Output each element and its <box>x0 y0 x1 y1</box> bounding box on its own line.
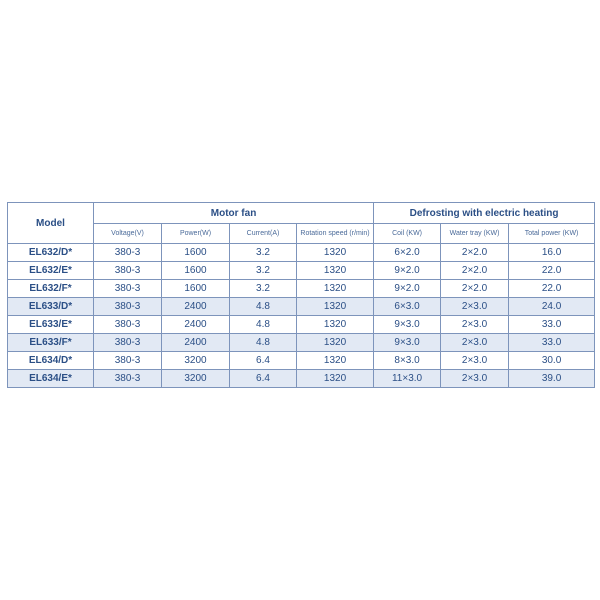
model-cell: EL632/E* <box>8 262 94 280</box>
table-row <box>8 262 595 280</box>
current-header: Current(A) <box>230 224 297 244</box>
voltage-cell: 380-3 <box>94 370 162 388</box>
current-cell: 4.8 <box>230 298 297 316</box>
coil-cell: 6×3.0 <box>374 298 441 316</box>
voltage-cell: 380-3 <box>94 298 162 316</box>
power-cell: 2400 <box>162 316 230 334</box>
model-cell: EL633/E* <box>8 316 94 334</box>
rotation-speed-cell: 1320 <box>297 262 374 280</box>
voltage-cell: 380-3 <box>94 280 162 298</box>
coil-cell: 8×3.0 <box>374 352 441 370</box>
rotation-speed-cell: 1320 <box>297 244 374 262</box>
coil-cell: 9×2.0 <box>374 280 441 298</box>
model-cell: EL633/F* <box>8 334 94 352</box>
water-tray-cell: 2×3.0 <box>441 352 509 370</box>
model-cell: EL632/F* <box>8 280 94 298</box>
current-cell: 4.8 <box>230 334 297 352</box>
model-cell: EL634/D* <box>8 352 94 370</box>
power-cell: 2400 <box>162 334 230 352</box>
table-row <box>8 334 595 352</box>
rotation-speed-cell: 1320 <box>297 334 374 352</box>
table-row <box>8 352 595 370</box>
power-cell: 2400 <box>162 298 230 316</box>
current-cell: 4.8 <box>230 316 297 334</box>
model-header: Model <box>8 203 94 244</box>
power-cell: 1600 <box>162 262 230 280</box>
total-power-cell: 16.0 <box>509 244 595 262</box>
table-body <box>8 244 595 388</box>
current-cell: 3.2 <box>230 262 297 280</box>
power-header: Power(W) <box>162 224 230 244</box>
defrosting-header: Defrosting with electric heating <box>374 203 595 224</box>
table-row <box>8 280 595 298</box>
motor-fan-header: Motor fan <box>94 203 374 224</box>
voltage-header: Voltage(V) <box>94 224 162 244</box>
table-row <box>8 370 595 388</box>
total-power-cell: 22.0 <box>509 262 595 280</box>
total-power-header: Total power (KW) <box>509 224 595 244</box>
power-cell: 1600 <box>162 244 230 262</box>
model-cell: EL632/D* <box>8 244 94 262</box>
model-cell: EL634/E* <box>8 370 94 388</box>
spec-table <box>7 202 595 388</box>
total-power-cell: 39.0 <box>509 370 595 388</box>
rotation-speed-cell: 1320 <box>297 280 374 298</box>
water-tray-cell: 2×3.0 <box>441 298 509 316</box>
header-group-row <box>8 203 595 224</box>
water-tray-cell: 2×3.0 <box>441 370 509 388</box>
power-cell: 1600 <box>162 280 230 298</box>
coil-cell: 9×3.0 <box>374 334 441 352</box>
coil-cell: 9×3.0 <box>374 316 441 334</box>
total-power-cell: 30.0 <box>509 352 595 370</box>
voltage-cell: 380-3 <box>94 334 162 352</box>
header-sub-row <box>8 224 595 244</box>
coil-cell: 11×3.0 <box>374 370 441 388</box>
power-cell: 3200 <box>162 370 230 388</box>
total-power-cell: 24.0 <box>509 298 595 316</box>
water-tray-cell: 2×2.0 <box>441 262 509 280</box>
table-row <box>8 244 595 262</box>
water-tray-cell: 2×3.0 <box>441 334 509 352</box>
total-power-cell: 33.0 <box>509 316 595 334</box>
rotation-speed-cell: 1320 <box>297 352 374 370</box>
current-cell: 6.4 <box>230 370 297 388</box>
current-cell: 6.4 <box>230 352 297 370</box>
water-tray-cell: 2×2.0 <box>441 280 509 298</box>
water-tray-cell: 2×2.0 <box>441 244 509 262</box>
voltage-cell: 380-3 <box>94 316 162 334</box>
model-cell: EL633/D* <box>8 298 94 316</box>
water-tray-cell: 2×3.0 <box>441 316 509 334</box>
water-tray-header: Water tray (KW) <box>441 224 509 244</box>
rotation-speed-cell: 1320 <box>297 370 374 388</box>
total-power-cell: 22.0 <box>509 280 595 298</box>
rotation-speed-header: Rotation speed (r/min) <box>297 224 374 244</box>
coil-cell: 9×2.0 <box>374 262 441 280</box>
rotation-speed-cell: 1320 <box>297 316 374 334</box>
voltage-cell: 380-3 <box>94 262 162 280</box>
coil-header: Coil (KW) <box>374 224 441 244</box>
current-cell: 3.2 <box>230 280 297 298</box>
voltage-cell: 380-3 <box>94 352 162 370</box>
power-cell: 3200 <box>162 352 230 370</box>
table-row <box>8 298 595 316</box>
table-row <box>8 316 595 334</box>
current-cell: 3.2 <box>230 244 297 262</box>
rotation-speed-cell: 1320 <box>297 298 374 316</box>
coil-cell: 6×2.0 <box>374 244 441 262</box>
voltage-cell: 380-3 <box>94 244 162 262</box>
total-power-cell: 33.0 <box>509 334 595 352</box>
